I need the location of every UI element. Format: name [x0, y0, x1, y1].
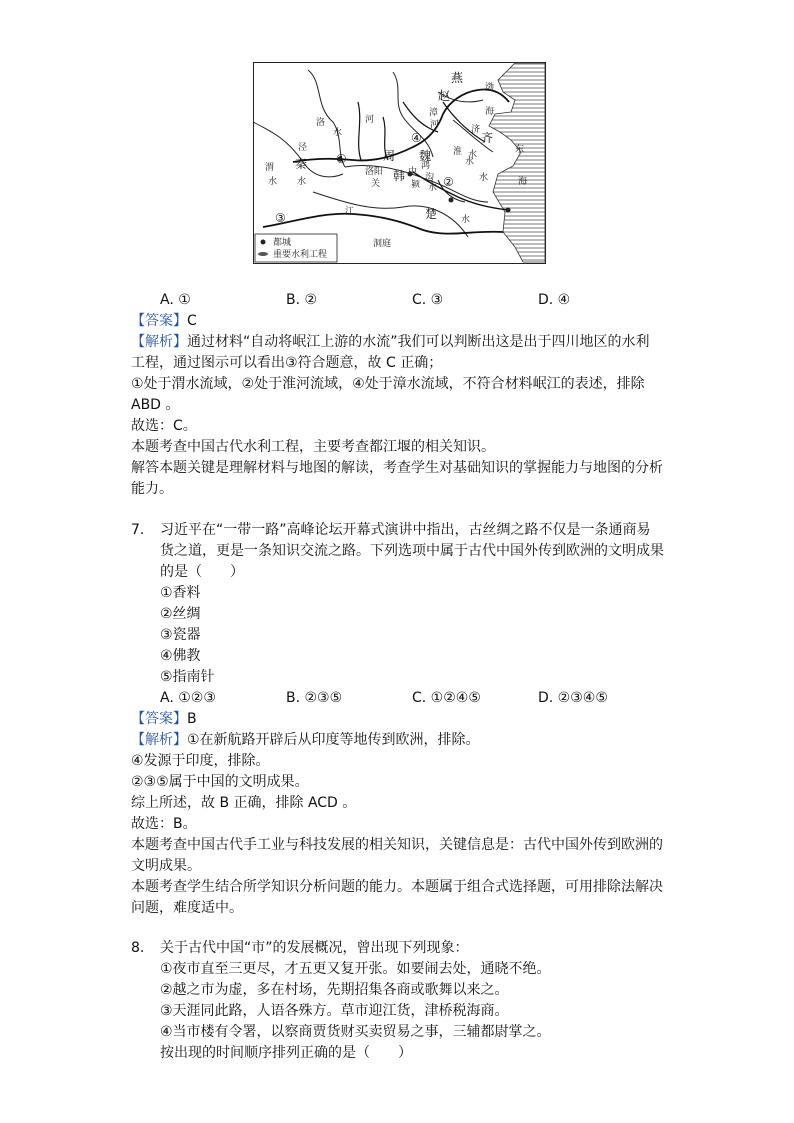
map-marker-1: ① — [336, 152, 347, 166]
q6-analysis-tag: 【解析】 — [131, 334, 187, 350]
q7-analysis-line-3: 故选：B。 — [131, 816, 197, 832]
q7-analysis-line-1: ②③⑤属于中国的文明成果。 — [131, 774, 309, 790]
map-label-zhang: 漳 — [429, 108, 439, 118]
q7-item-4: ④佛教 — [160, 648, 201, 664]
map-label-bo: 渤 — [485, 83, 495, 93]
q8-stem: 关于古代中国“市”的发展概况，曾出现下列现象： — [160, 940, 469, 956]
q6-option-d: D. ④ — [538, 292, 571, 308]
q8-item-3: ③天涯同此路，人语各殊方。草市迎江货，津桥税海商。 — [160, 1003, 509, 1019]
q6-option-c: C. ③ — [412, 292, 444, 308]
q7-stem-2: 的是（ ） — [160, 564, 244, 580]
map-label-chu: 楚 — [425, 207, 438, 221]
q7-analysis-line-5: 文明成果。 — [131, 858, 201, 874]
map-label-he2: 河 — [430, 120, 440, 130]
map-label-shui-h: 水 — [465, 157, 475, 167]
map-marker-2: ② — [443, 175, 454, 189]
q8-item-4: ④当市楼有令署，以察商贾货财买卖贸易之事，三辅都尉掌之。 — [160, 1024, 551, 1040]
q6-analysis-line-7: 能力。 — [131, 481, 173, 497]
q7-answer-tag: 【答案】 — [131, 711, 187, 727]
map-label-hai1: 海 — [485, 107, 495, 117]
q7-analysis-line-6: 本题考查学生结合所学知识分析问题的能力。本题属于组合式选择题，可用排除法解决 — [131, 879, 663, 895]
q7-option-a: A. ①②③ — [160, 690, 216, 706]
map-label-dongting: 洞庭 — [373, 239, 392, 249]
q7-number: 7. — [131, 522, 145, 538]
map-label-shui-c: 水 — [461, 215, 471, 225]
map-label-luo-shui: 水 — [333, 128, 343, 138]
q7-analysis-line-4: 本题考查中国古代手工业与科技发展的相关知识，关键信息是：古代中国外传到欧洲的 — [131, 837, 663, 853]
q7-analysis-first — [131, 730, 480, 750]
q7-item-1: ①香料 — [160, 585, 201, 601]
map-label-han: 韩 — [393, 169, 406, 183]
q6-analysis-line-1: 工程，通过图示可以看出③符合题意，故 C 正确； — [131, 355, 443, 371]
map-label-he: 河 — [365, 115, 375, 125]
q7-answer-value: B — [187, 711, 197, 727]
map-label-shui-b: 水 — [479, 173, 489, 183]
map-label-zhao: 赵 — [438, 89, 451, 103]
q8-number: 8. — [131, 940, 145, 956]
map-label-ying: 颍 — [411, 180, 421, 190]
q6-answer-tag: 【答案】 — [131, 313, 187, 329]
q6-analysis-line-4: 故选：C。 — [131, 418, 197, 434]
map-label-shui-e: 水 — [468, 150, 478, 160]
q6-answer-value: C — [187, 313, 197, 329]
map-label-jing: 泾 — [298, 143, 308, 153]
map-label-qu: 沟 — [425, 173, 435, 183]
map-label-huai: 淮 — [453, 147, 463, 157]
map-label-luoyang: 洛阳 — [365, 167, 384, 177]
q8-item-1: ①夜市直至三更尽，才五更又复开张。如要闹去处，通晓不绝。 — [160, 961, 551, 977]
historical-map — [253, 62, 546, 264]
map-marker-3: ③ — [275, 211, 286, 225]
q7-option-b: B. ②③⑤ — [286, 690, 343, 706]
map-label-ji: 济 — [471, 125, 481, 135]
q6-analysis-line-3: ABD 。 — [131, 397, 180, 413]
q7-option-c: C. ①②④⑤ — [412, 690, 481, 706]
legend-capital: 都城 — [273, 238, 292, 248]
map-label-luo: 洛 — [316, 118, 326, 128]
q6-analysis-first — [131, 332, 650, 352]
map-label-wei: 魏 — [419, 149, 432, 163]
q7-stem-1: 货之道，更是一条知识交流之路。下列选项中属于古代中国外传到欧洲的文明成果 — [160, 543, 664, 559]
q7-analysis-line-2: 综上所述，故 B 正确，排除 ACD 。 — [131, 795, 357, 811]
q6-analysis-line-5: 本题考查中国古代水利工程，主要考查都江堰的相关知识。 — [131, 439, 495, 455]
q7-option-d: D. ②③④⑤ — [538, 690, 608, 706]
legend-water-project: 重要水利工程 — [273, 250, 328, 260]
map-label-zhou: 周 — [383, 149, 396, 163]
map-label-hai2: 海 — [518, 177, 528, 187]
q7-item-5: ⑤指南针 — [160, 669, 215, 685]
q7-item-3: ③瓷器 — [160, 627, 201, 643]
map-label-shui-a: 水 — [428, 183, 438, 193]
q6-analysis-line-6: 解答本题关键是理解材料与地图的解读，考查学生对基础知识的掌握能力与地图的分析 — [131, 460, 663, 476]
q7-analysis-line-0: ④发源于印度，排除。 — [131, 753, 270, 769]
map-label-jiang: 江 — [345, 207, 355, 217]
map-label-yan: 燕 — [451, 71, 464, 85]
q6-option-a: A. ① — [160, 292, 191, 308]
q6-answer — [131, 311, 197, 331]
map-label-qi: 齐 — [481, 131, 494, 145]
q7-analysis-tag: 【解析】 — [131, 732, 187, 748]
map-label-wei-shui: 水 — [268, 177, 278, 187]
map-label-shui-d: 水 — [297, 177, 307, 187]
map-label-zhong: 中 — [408, 167, 418, 177]
map-marker-4: ④ — [411, 131, 422, 145]
q8-question: 按出现的时间顺序排列正确的是（ ） — [160, 1045, 412, 1061]
map-label-hangu: 关 — [371, 179, 381, 189]
q7-answer — [131, 709, 197, 729]
q7-stem-0: 习近平在“一带一路”高峰论坛开幕式演讲中指出，古丝绸之路不仅是一条通商易 — [160, 522, 651, 538]
map-label-qin: 秦 — [295, 157, 308, 171]
q8-item-2: ②越之市为虚，多在村场，先期招集各商或歌舞以来之。 — [160, 982, 509, 998]
q6-analysis-line-0: 通过材料“自动将岷江上游的水流”我们可以判断出这是出于四川地区的水利 — [187, 334, 650, 350]
q7-analysis-first-text: ①在新航路开辟后从印度等地传到欧洲，排除。 — [187, 732, 480, 748]
map-label-dong: 东 — [515, 145, 525, 155]
q6-analysis-line-2: ①处于渭水流域，②处于淮河流域，④处于漳水流域，不符合材料岷江的表述，排除 — [131, 376, 645, 392]
map-label-hong: 鸿 — [421, 161, 431, 171]
q6-option-b: B. ② — [286, 292, 318, 308]
map-label-wei-river: 渭 — [265, 163, 275, 173]
q7-analysis-line-7: 问题，难度适中。 — [131, 900, 243, 916]
q7-item-2: ②丝绸 — [160, 606, 201, 622]
